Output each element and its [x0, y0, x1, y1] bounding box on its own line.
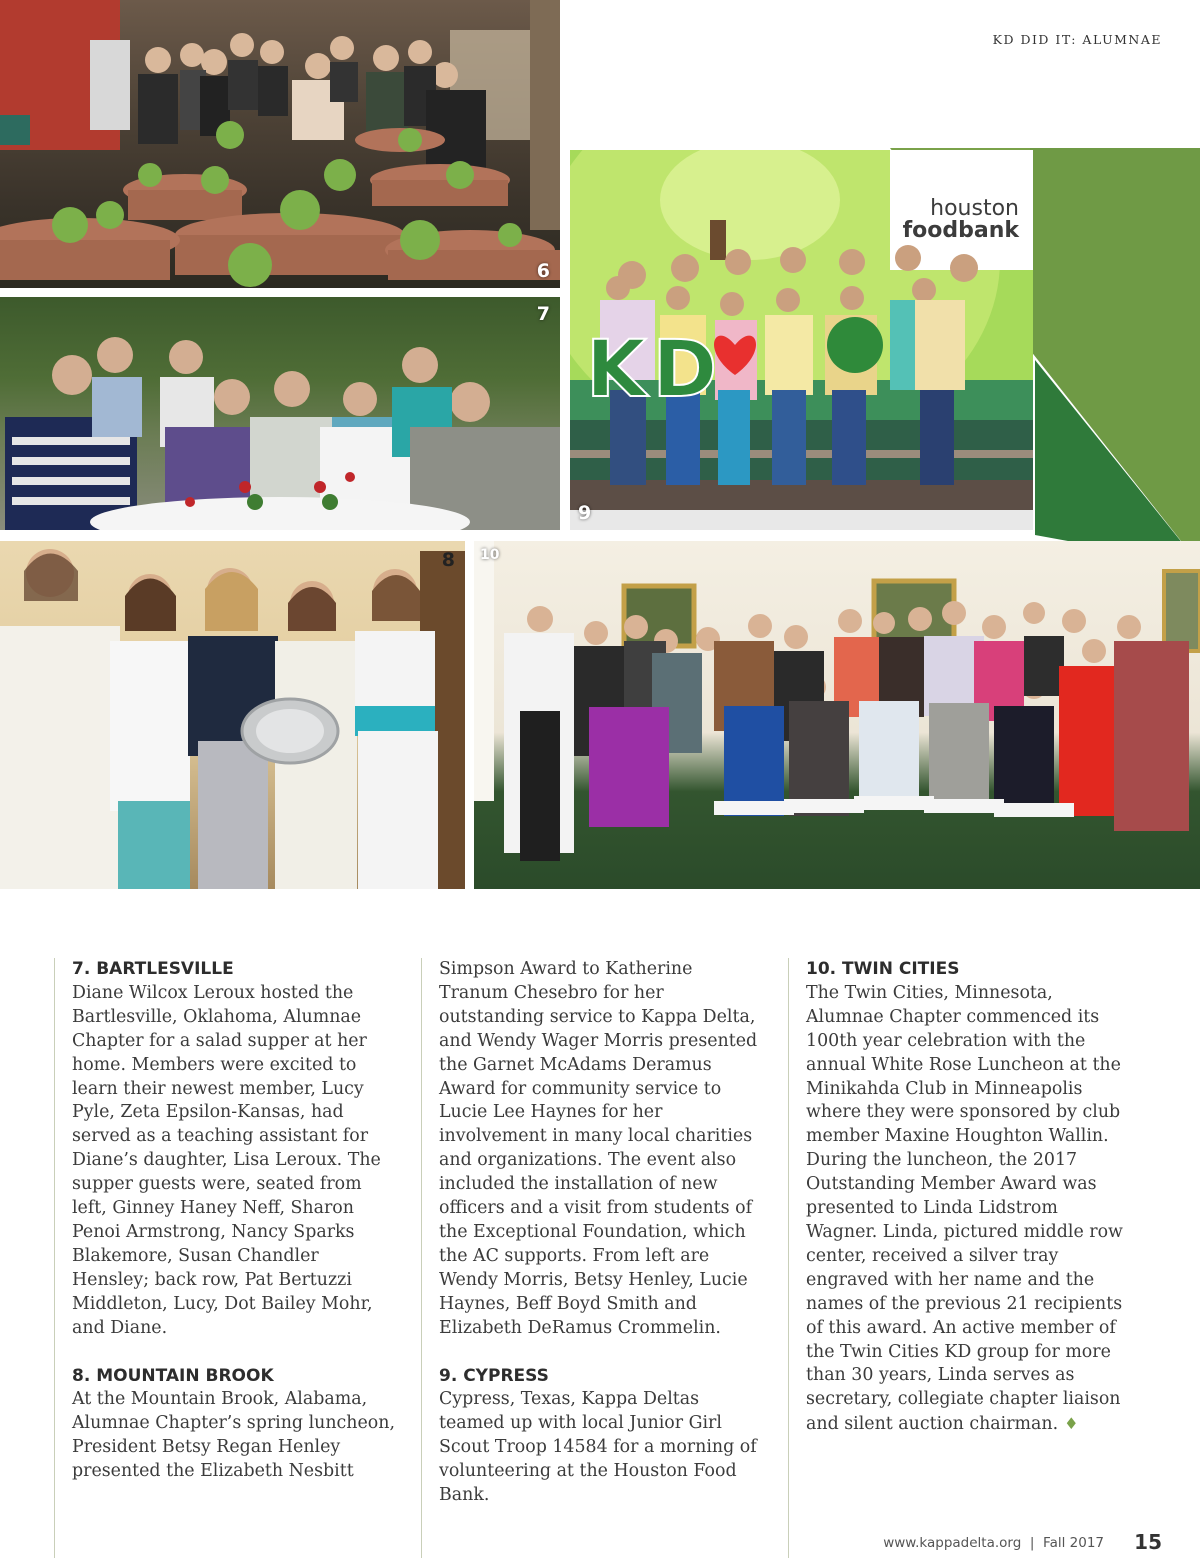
photo-number-6: 6	[536, 260, 550, 282]
text-column-2	[439, 958, 764, 1508]
footer-issue: Fall 2017	[1043, 1535, 1104, 1551]
photo-cypress	[570, 150, 1033, 530]
footer-separator: |	[1029, 1535, 1035, 1551]
text-column-1	[72, 958, 397, 1484]
photo-number-10: 10	[480, 547, 500, 563]
foodbank-sign-line1: houston	[930, 196, 1019, 221]
footer-url[interactable]: www.kappadelta.org	[883, 1535, 1022, 1551]
luncheon-scene	[474, 541, 1200, 889]
award-scene	[0, 541, 465, 889]
body-cypress: Cypress, Texas, Kappa Deltas teamed up with local Junior Girl Scout Troop 14584 for a morning of volunteering at the Houston Food Bank.	[439, 1389, 757, 1506]
garden-scene	[0, 0, 560, 288]
section-label: KD DID IT: ALUMNAE	[992, 32, 1162, 47]
photo-number-8: 8	[441, 549, 455, 571]
column-divider-left	[54, 958, 55, 1558]
heading-twin-cities: 10. TWIN CITIES	[806, 959, 960, 979]
body-mountain-brook-part1: At the Mountain Brook, Alabama, Alumnae Chapter’s spring luncheon, President Betsy Regan Henley presented the Elizabeth Nesbitt	[72, 1389, 395, 1482]
foodbank-sign	[903, 198, 1019, 242]
heading-bartlesville: 7. BARTLESVILLE	[72, 959, 234, 979]
footer	[883, 1535, 1104, 1551]
patio-scene	[0, 297, 560, 530]
photo-bartlesville	[0, 297, 560, 530]
photo-mountain-brook	[0, 541, 465, 889]
foodbank-sign-line2: foodbank	[902, 218, 1019, 243]
column-divider-right	[788, 958, 789, 1558]
kd-letters: KD	[586, 325, 724, 415]
body-twin-cities-text: The Twin Cities, Minnesota, Alumnae Chapter commenced its 100th year celebration with the annual White Rose Luncheon at the Minikahda Club in Minneapolis where they were sponsored by club member Maxine Houghton Wallin. During the luncheon, the 2017 Outstanding Member Award was presented to Linda Lidstrom Wagner. Linda, pictured middle row center, received a silver tray engraved with her name and the names of the previous 21 recipients of this award. An active member of the Twin Cities KD group for more than 30 years, Linda serves as secretary, collegiate chapter liaison and silent auction chairman.	[806, 982, 1123, 1435]
photo-number-9: 9	[578, 502, 592, 524]
text-column-3	[806, 958, 1131, 1437]
end-mark-diamond-icon: ♦	[1064, 1414, 1079, 1434]
page-number: 15	[1134, 1530, 1162, 1554]
body-mountain-brook-part2: Simpson Award to Katherine Tranum Chesebro for her outstanding service to Kappa Delta, and Wendy Wager Morris presented the Garnet McAdams Deramus Award for community service to Lucie Lee Haynes for her involvement in many local charities and organizations. The event also included the installation of new officers and a visit from students of the Exceptional Foundation, which the AC supports. From left are Wendy Morris, Betsy Henley, Lucie Haynes, Beff Boyd Smith and Elizabeth DeRamus Crommelin.	[439, 959, 758, 1338]
column-divider-mid	[421, 958, 422, 1558]
heading-mountain-brook: 8. MOUNTAIN BROOK	[72, 1365, 274, 1386]
body-bartlesville: Diane Wilcox Leroux hosted the Bartlesville, Oklahoma, Alumnae Chapter for a salad supper at her home. Members were excited to learn their newest member, Lucy Pyle, Zeta Epsilon-Kansas, had served as a teaching assistant for Diane’s daughter, Lisa Leroux. The supper guests were, seated from left, Ginney Haney Neff, Sharon Penoi Armstrong, Nancy Sparks Blakemore, Susan Chandler Hensley; back row, Pat Bertuzzi Middleton, Lucy, Dot Bailey Mohr, and Diane.	[72, 982, 381, 1338]
photo-garden	[0, 0, 560, 288]
photo-twin-cities	[474, 541, 1200, 889]
body-twin-cities	[806, 982, 1131, 1437]
photo-number-7: 7	[536, 303, 550, 325]
heading-cypress: 9. CYPRESS	[439, 1365, 549, 1386]
